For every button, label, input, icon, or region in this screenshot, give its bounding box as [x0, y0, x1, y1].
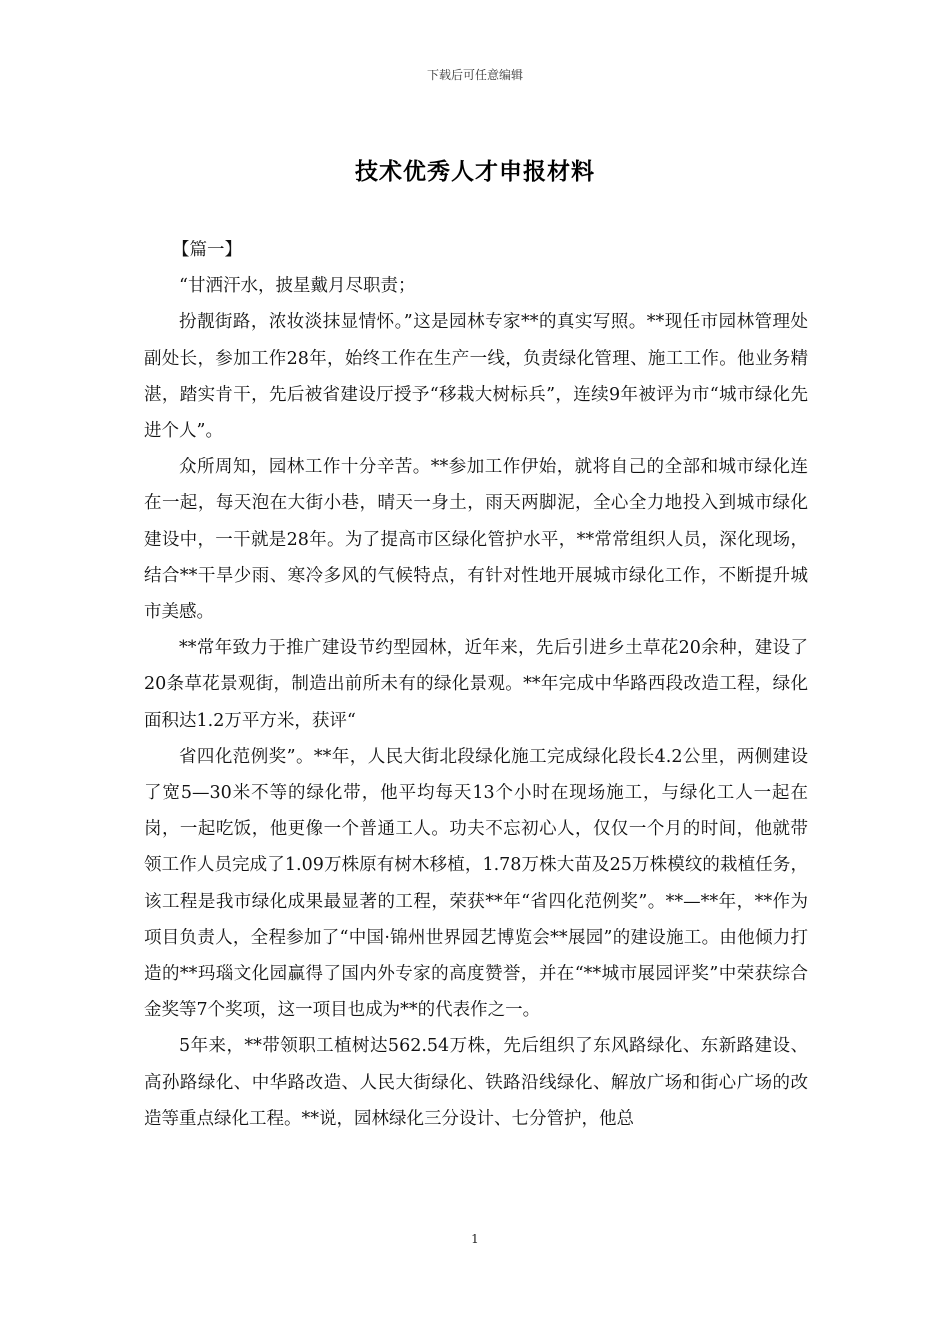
document-body [144, 232, 808, 1137]
paragraph-2: 扮靓街路，浓妆淡抹显情怀。”这是园林专家**的真实写照。**现任市园林管理处副处长，参加工作28年，始终工作在生产一线，负责绿化管理、施工工作。他业务精湛，踏实肯干，先后被省建设厅授予“移栽大树标兵”，连续9年被评为市“城市绿化先进个人”。 [144, 312, 808, 442]
paragraph-6: 5年来，**带领职工植树达562.54万株，先后组织了东风路绿化、东新路建设、高孙路绿化、中华路改造、人民大街绿化、铁路沿线绿化、解放广场和街心广场的改造等重点绿化工程。**说，园林绿化三分设计、七分管护，他总 [144, 1036, 808, 1129]
header-note: 下载后可任意编辑 [426, 68, 523, 82]
page-number: 1 [471, 1232, 479, 1246]
document-title: 技术优秀人才申报材料 [355, 159, 595, 185]
paragraph-5: 省四化范例奖”。**年，人民大街北段绿化施工完成绿化段长4.2公里，两侧建设了宽5—30米不等的绿化带，他平均每天13个小时在现场施工，与绿化工人一起在岗，一起吃饭，他更像一个普通工人。功夫不忘初心人，仅仅一个月的时间，他就带领工作人员完成了1.09万株原有树木移植，1.78万株大苗及25万株模纹的栽植任务，该工程是我市绿化成果最显著的工程，荣获**年“省四化范例奖”。**—**年，**作为项目负责人，全程参加了“中国·锦州世界园艺博览会**展园”的建设施工。由他倾力打造的**玛瑙文化园赢得了国内外专家的高度赞誉，并在“**城市展园评奖”中荣获综合金奖等7个奖项，这一项目也成为**的代表作之一。 [144, 746, 808, 1021]
section-label: 【篇一】 [172, 240, 242, 260]
paragraph-1: “甘洒汗水，披星戴月尽职责； [179, 276, 416, 297]
paragraph-3: 众所周知，园林工作十分辛苦。**参加工作伊始，就将自己的全部和城市绿化连在一起，每天泡在大街小巷，晴天一身土，雨天两脚泥，全心全力地投入到城市绿化建设中，一干就是28年。为了提高市区绿化管护水平，**常常组织人员，深化现场，结合**干旱少雨、寒冷多风的气候特点，有针对性地开展城市绿化工作，不断提升城市美感。 [144, 457, 808, 623]
paragraph-4: **常年致力于推广建设节约型园林，近年来，先后引进乡土草花20余种，建设了20条草花景观街，制造出前所未有的绿化景观。**年完成中华路西段改造工程，绿化面积达1.2万平方米，获评“ [144, 638, 808, 731]
